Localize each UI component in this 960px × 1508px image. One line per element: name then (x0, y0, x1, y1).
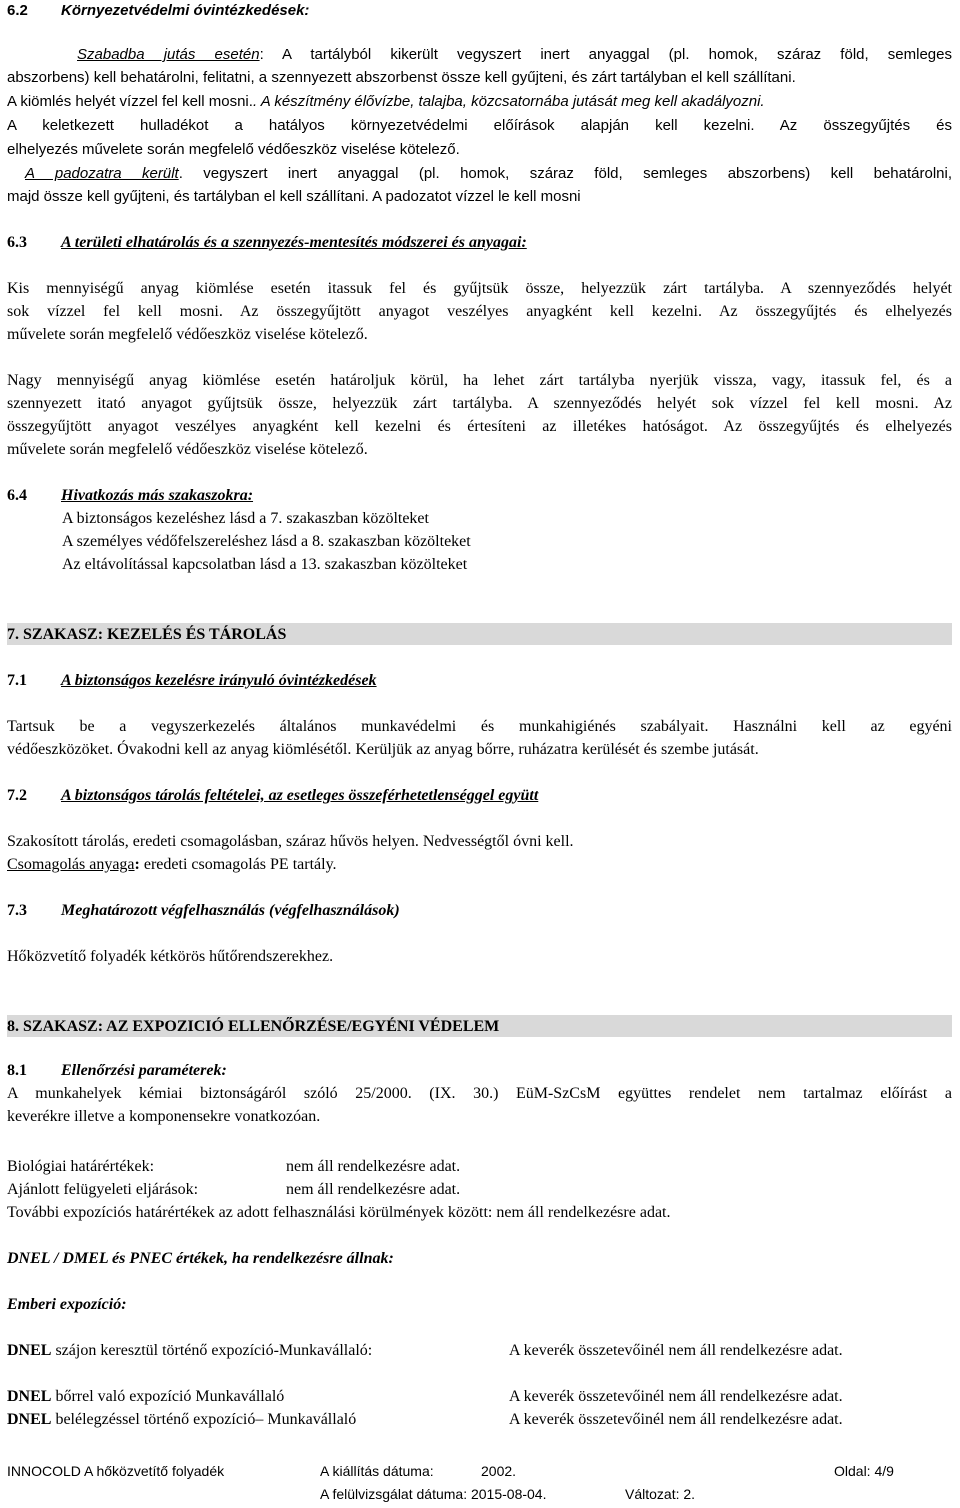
paragraph-line: Nagy mennyiségű anyag kiömlése esetén határoljuk körül, ha lehet zárt tartályba nyerjük vissza, vagy, itassuk fel, és a (7, 372, 952, 389)
footer-page: Oldal: 4/9 (834, 1463, 894, 1479)
paragraph-line: Szakosított tárolás, eredeti csomagolásban, száraz hűvös helyen. Nedvességtől óvni kell. (7, 833, 574, 850)
section-6-4-heading (7, 486, 952, 505)
footer-issue-label: A kiállítás dátuma: (320, 1463, 434, 1479)
dnel-row: DNEL bőrrel való expozíció Munkavállaló A keverék összetevőinél nem áll rendelkezésre adat. (7, 1388, 843, 1405)
section-title: Ellenőrzési paraméterek: (61, 1062, 227, 1079)
paragraph-line: sok vízzel fel kell mosni. Az összegyűjtött anyagot veszélyes anyagként kell kezelni. Az összegyűjtés és elhelyezés (7, 303, 952, 320)
section-number: 6.3 (7, 234, 27, 251)
paragraph-line: összegyűjtött anyagot veszélyes anyagként kell kezelni és értesíteni az illetékes hatóságot. Az összegyűjtés és elhelyezés (7, 418, 952, 435)
section-number: 8.1 (7, 1062, 27, 1079)
section-8-title: 8. SZAKASZ: AZ EXPOZICIÓ ELLENŐRZÉSE/EGYÉNI VÉDELEM (7, 1018, 500, 1035)
section-7-title: 7. SZAKASZ: KEZELÉS ÉS TÁROLÁS (7, 626, 287, 643)
paragraph-line: Tartsuk be a vegyszerkezelés általános munkavédelmi és munkahigiénés szabályait. Használni kell az egyéni (7, 718, 952, 735)
bio-limits-label: Biológiai határértékek: (7, 1158, 155, 1175)
paragraph-line: abszorbens) kell behatárolni, felitatni, a szennyezett abszorbenst össze kell gyűjteni, és zárt tartályban el kell szállítani. (7, 69, 796, 86)
paragraph-line: elhelyezés művelete során megfelelő védőeszköz viselése kötelező. (7, 141, 460, 158)
reference-item: A személyes védőfelszereléshez lásd a 8. szakaszban közölteket (62, 533, 471, 550)
section-number: 7.2 (7, 787, 27, 804)
section-6-2-heading (7, 1, 952, 20)
section-number: 7.3 (7, 902, 27, 919)
section-title: Hivatkozás más szakaszokra: (61, 487, 254, 504)
dnel-heading: DNEL / DMEL és PNEC értékek, ha rendelkezésre állnak: (7, 1250, 394, 1267)
section-7-1-heading (7, 671, 952, 690)
section-number: 7.1 (7, 672, 27, 689)
paragraph-line: A kiömlés helyét vízzel fel kell mosni.. A készítmény élővízbe, talajba, közcsatornába jutását meg kell akadályozni. (7, 93, 765, 110)
paragraph-line: Szabadba jutás esetén: A tartályból kikerült vegyszert inert anyaggal (pl. homok, száraz föld, semleges (77, 46, 952, 63)
paragraph-line: A keletkezett hulladékot a hatályos környezetvédelmi előírások alapján kell kezelni. Az összegyűjtés és (7, 117, 952, 134)
paragraph-line: védőeszközöket. Óvakodni kell az anyag kiömlésétől. Kerüljük az anyag bőrre, ruházatra kerülését és szembe jutását. (7, 741, 759, 758)
paragraph-line: művelete során megfelelő védőeszköz viselése kötelező. (7, 441, 368, 458)
bio-limits-row (7, 1157, 952, 1176)
section-6-3-heading (7, 233, 952, 252)
procedures-value: nem áll rendelkezésre adat. (286, 1181, 461, 1198)
section-7-3-heading (7, 901, 952, 920)
further-limits-line: További expozíciós határértékek az adott felhasználási körülmények között: nem áll rendelkezésre adat. (7, 1204, 671, 1221)
section-7-2-heading (7, 786, 952, 805)
dnel-value: A keverék összetevőinél nem áll rendelkezésre adat. (509, 1411, 843, 1428)
section-title: Környezetvédelmi óvintézkedések: (61, 2, 310, 19)
paragraph-line: Csomagolás anyaga: eredeti csomagolás PE tartály. (7, 856, 337, 873)
procedures-row (7, 1180, 952, 1199)
dnel-value: A keverék összetevőinél nem áll rendelkezésre adat. (509, 1388, 843, 1405)
paragraph-line: majd össze kell gyűjteni, és tartályban el kell szállítani. A padozatot vízzel le kell mosni (7, 188, 581, 205)
footer-row-1 (7, 1462, 952, 1481)
dnel-row: DNEL szájon keresztül történő expozíció-Munkavállaló: A keverék összetevőinél nem áll rendelkezésre adat. (7, 1342, 843, 1359)
paragraph-line: szennyezett itató anyagot gyűjtsük össze, helyezzük zárt tartályba. A szennyeződés helyét sok vízzel fel kell mosni. Az (7, 395, 952, 412)
section-title: A területi elhatárolás és a szennyezés-mentesítés módszerei és anyagai: (61, 234, 527, 251)
paragraph-line: művelete során megfelelő védőeszköz viselése kötelező. (7, 326, 368, 343)
paragraph-line: A munkahelyek kémiai biztonságáról szóló 25/2000. (IX. 30.) EüM-SzCsM együttes rendelet nem tartalmaz előírást a (7, 1085, 952, 1102)
footer-version: Változat: 2. (625, 1486, 696, 1502)
section-number: 6.2 (7, 2, 28, 19)
paragraph-line: A padozatra került. vegyszert inert anyaggal (pl. homok, száraz föld, semleges abszorbens) kell behatárolni, (25, 165, 952, 182)
footer-product: INNOCOLD A hőközvetítő folyadék (7, 1463, 225, 1479)
procedures-label: Ajánlott felügyeleti eljárások: (7, 1181, 199, 1198)
paragraph-line: Hőközvetítő folyadék kétkörös hűtőrendszerekhez. (7, 948, 334, 965)
bio-limits-value: nem áll rendelkezésre adat. (286, 1158, 461, 1175)
human-exposure-heading: Emberi expozíció: (7, 1296, 127, 1313)
paragraph-line: keverékre illetve a komponensekre vonatkozóan. (7, 1108, 321, 1125)
dnel-row: DNEL belélegzéssel történő expozíció– Munkavállaló A keverék összetevőinél nem áll rendelkezésre adat. (7, 1411, 843, 1428)
section-number: 6.4 (7, 487, 27, 504)
section-title: Meghatározott végfelhasználás (végfelhasználások) (61, 902, 400, 919)
section-8-1-heading (7, 1061, 952, 1080)
section-title: A biztonságos tárolás feltételei, az esetleges összeférhetetlenséggel együtt (61, 787, 539, 804)
reference-item: Az eltávolítással kapcsolatban lásd a 13. szakaszban közölteket (62, 556, 468, 573)
footer-review: A felülvizsgálat dátuma: 2015-08-04. (320, 1486, 547, 1502)
reference-item: A biztonságos kezeléshez lásd a 7. szakaszban közölteket (62, 510, 429, 527)
footer-issue-value: 2002. (481, 1463, 517, 1479)
dnel-value: A keverék összetevőinél nem áll rendelkezésre adat. (509, 1342, 843, 1359)
section-title: A biztonságos kezelésre irányuló óvintézkedések (61, 672, 377, 689)
paragraph-line: Kis mennyiségű anyag kiömlése esetén itassuk fel és gyűjtsük össze, helyezzük zárt tartályba. A szennyeződés helyét (7, 280, 952, 297)
